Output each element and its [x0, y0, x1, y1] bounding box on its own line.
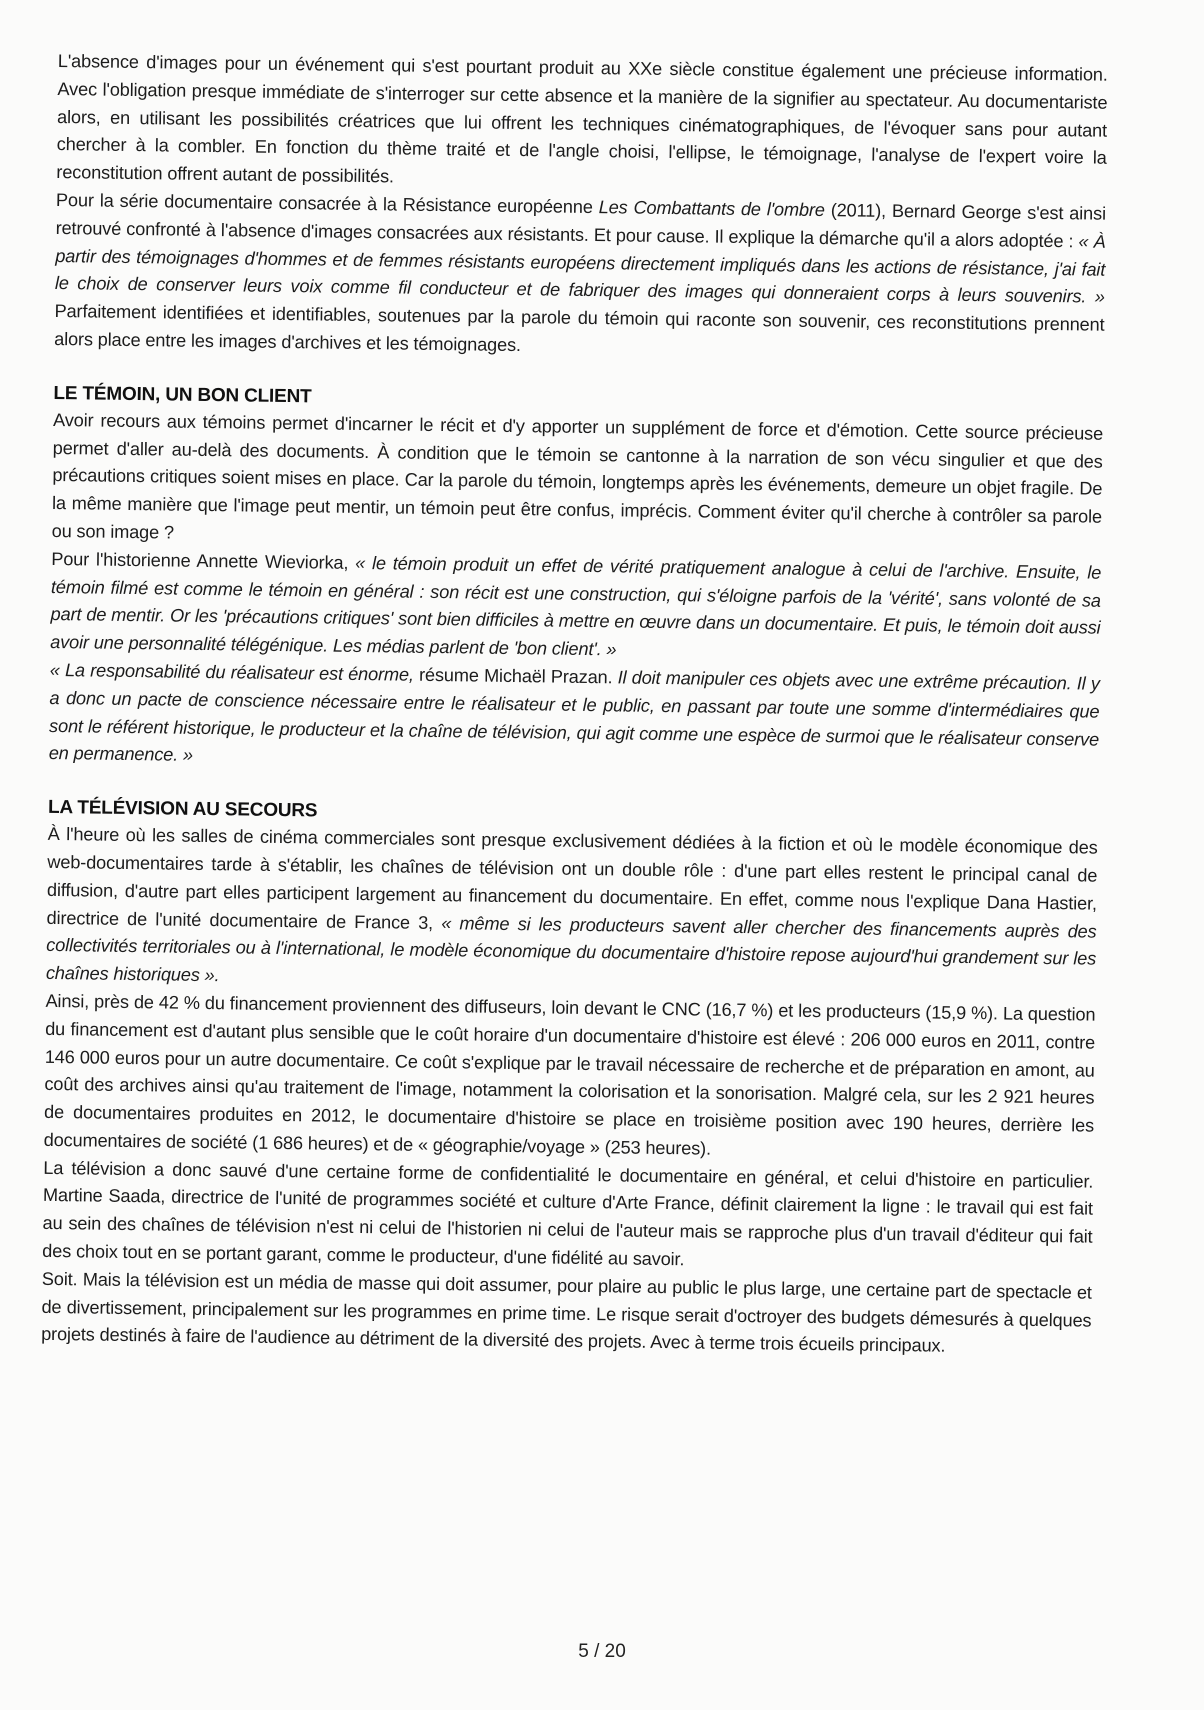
quote-hastier: « même si les producteurs savent aller chercher des financements auprès des collectivités territoriales ou à l'international, le modèle économique du documentaire d'histoire repose aujourd'hui grandement sur les chaînes historiques ». [45, 912, 1097, 986]
paragraph-wieviorka [50, 546, 1101, 671]
quote-prazan-start: « La responsabilité du réalisateur est énorme, [49, 659, 414, 685]
paragraph-text: Pour l'historienne Annette Wieviorka, [51, 548, 356, 573]
paragraph-text: résume Michaël Prazan. [413, 664, 618, 688]
film-title: Les Combattants de l'ombre [598, 197, 825, 221]
paragraph-prazan [49, 657, 1100, 782]
section-heading-temoin: LE TÉMOIN, UN BON CLIENT [53, 382, 312, 408]
quote-wieviorka: « le témoin produit un effet de vérité pratiquement analogue à celui de l'archive. Ensuite, le témoin filmé est comme le témoin en général : son récit est une construction, qui s'éloigne parfois de la 'vérité', sans volonté de sa part de mentir. Or les 'précautions critiques' sont bien difficiles à mettre en œuvre dans un documentaire. Et puis, le témoin doit aussi avoir une personnalité télégénique. Les médias parlent de 'bon client'. » [50, 552, 1102, 660]
document-body [41, 48, 1108, 1363]
paragraph-text: Parfaitement identifiées et identifiables, soutenues par la parole du témoin qui raconte son souvenir, ces reconstitutions prennent alors place entre les images d'archives et les témoignages. [54, 301, 1105, 356]
paragraph-temoin: Avoir recours aux témoins permet d'incarner le récit et d'y apporter un supplément de force et d'émotion. Cette source précieuse permet d'aller au-delà des documents. À condition que le témoin se cantonne à la narration de son vécu singulier et que des précautions critiques soient mises en place. Car la parole du témoin, longtemps après les événements, demeure un objet fragile. De la même manière que l'image peut mentir, un témoin peut être confus, imprécis. Comment éviter qu'il cherche à contrôler sa parole ou son image ? [51, 409, 1104, 543]
intro-paragraph: L'absence d'images pour un événement qui s'est pourtant produit au XXe siècle constitue également une précieuse information. Avec l'obligation presque immédiate de s'interroger sur cette absence et la manière de la signifier au spectateur. Au documentariste alors, en utilisant les possibilités créatrices que lui offrent les techniques cinématographiques, de l'évoquer sans pour autant chercher à la combler. En fonction du thème traité et de l'angle choisi, l'ellipse, le témoignage, l'analyse de l'expert voire la reconstitution offrent autant de possibilités. [56, 50, 1108, 187]
quote-prazan-end: Il doit manipuler ces objets avec une extrême précaution. Il y a donc un pacte de conscience nécessaire entre le réalisateur et le public, en passant par toute une somme d'intermédiaires que sont le référent historique, le producteur et la chaîne de télévision, qui agit comme une espèce de surmoi que le réalisateur conserve en permanence. » [48, 667, 1100, 766]
section-heading-television: LA TÉLÉVISION AU SECOURS [47, 797, 318, 822]
paragraph-text: Pour la série documentaire consacrée à la Résistance européenne [55, 189, 599, 218]
paragraph-chaines [46, 821, 1098, 1002]
page-number: 5 / 20 [578, 1641, 626, 1662]
paragraph-financement: Ainsi, près de 42 % du financement proviennent des diffuseurs, loin devant le CNC (16,7 %) et les producteurs (15,9 %). La question du financement est d'autant plus sensible que le coût horaire d'un documentaire d'histoire est élevé : 206 000 euros en 2011, contre 146 000 euros pour un autre documentaire. Ce coût s'explique par le travail nécessaire de recherche et de préparation en amont, au coût des archives ainsi qu'au traitement de l'image, notamment la colorisation et la sonorisation. Malgré cela, sur les 2 921 heures de documentaires produites en 2012, le documentaire d'histoire se place en troisième position avec 190 heures, derrière les documentaires de société (1 686 heures) et de « géographie/voyage » (253 heures). [43, 990, 1096, 1159]
paragraph-text: (2011), Bernard George s'est ainsi retrouvé confronté à l'absence d'images consacrées aux résistants. Et pour cause. Il explique la démarche qu'il a alors adoptée : [55, 200, 1107, 252]
quote-bernard-george: « À partir des témoignages d'hommes et de femmes résistants européens directement impliqués dans les actions de résistance, j'ai fait le choix de conserver leurs voix comme fil conducteur et de fabriquer des images qui donneraient corps à leurs souvenirs. » [54, 231, 1106, 308]
paragraph-confidentialite: La télévision a donc sauvé d'une certaine forme de confidentialité le documentaire en général, et celui d'histoire en particulier. Martine Saada, directrice de l'unité de programmes société et culture d'Arte France, définit clairement la ligne : le travail qui est fait au sein des chaînes de télévision n'est ni celui de l'historien ni celui de l'auteur mais se rapproche plus d'un travail d'éditeur qui fait des choix tout en se portant garant, comme le producteur, d'une fidélité au savoir. [42, 1157, 1094, 1270]
paragraph-text: À l'heure où les salles de cinéma commerciales sont presque exclusivement dédiées à la fiction et où le modèle économique des web-documentaires tarde à s'établir, les chaînes de télévision ont un double rôle : d'une part elles restent le principal canal de diffusion, d'autre part elles participent largement au financement du documentaire. En effet, comme nous l'explique Dana Hastier, directrice de l'unité documentaire de France 3, [46, 824, 1098, 933]
paragraph-ecueils: Soit. Mais la télévision est un média de masse qui doit assumer, pour plaire au public le plus large, une certaine part de spectacle et de divertissement, principalement sur les programmes en prime time. Le risque serait d'octroyer des budgets démesurés à quelques projets destinés à faire de l'audience au détriment de la diversité des projets. Avec à terme trois écueils principaux. [41, 1268, 1092, 1357]
paragraph-combattants [54, 187, 1106, 368]
